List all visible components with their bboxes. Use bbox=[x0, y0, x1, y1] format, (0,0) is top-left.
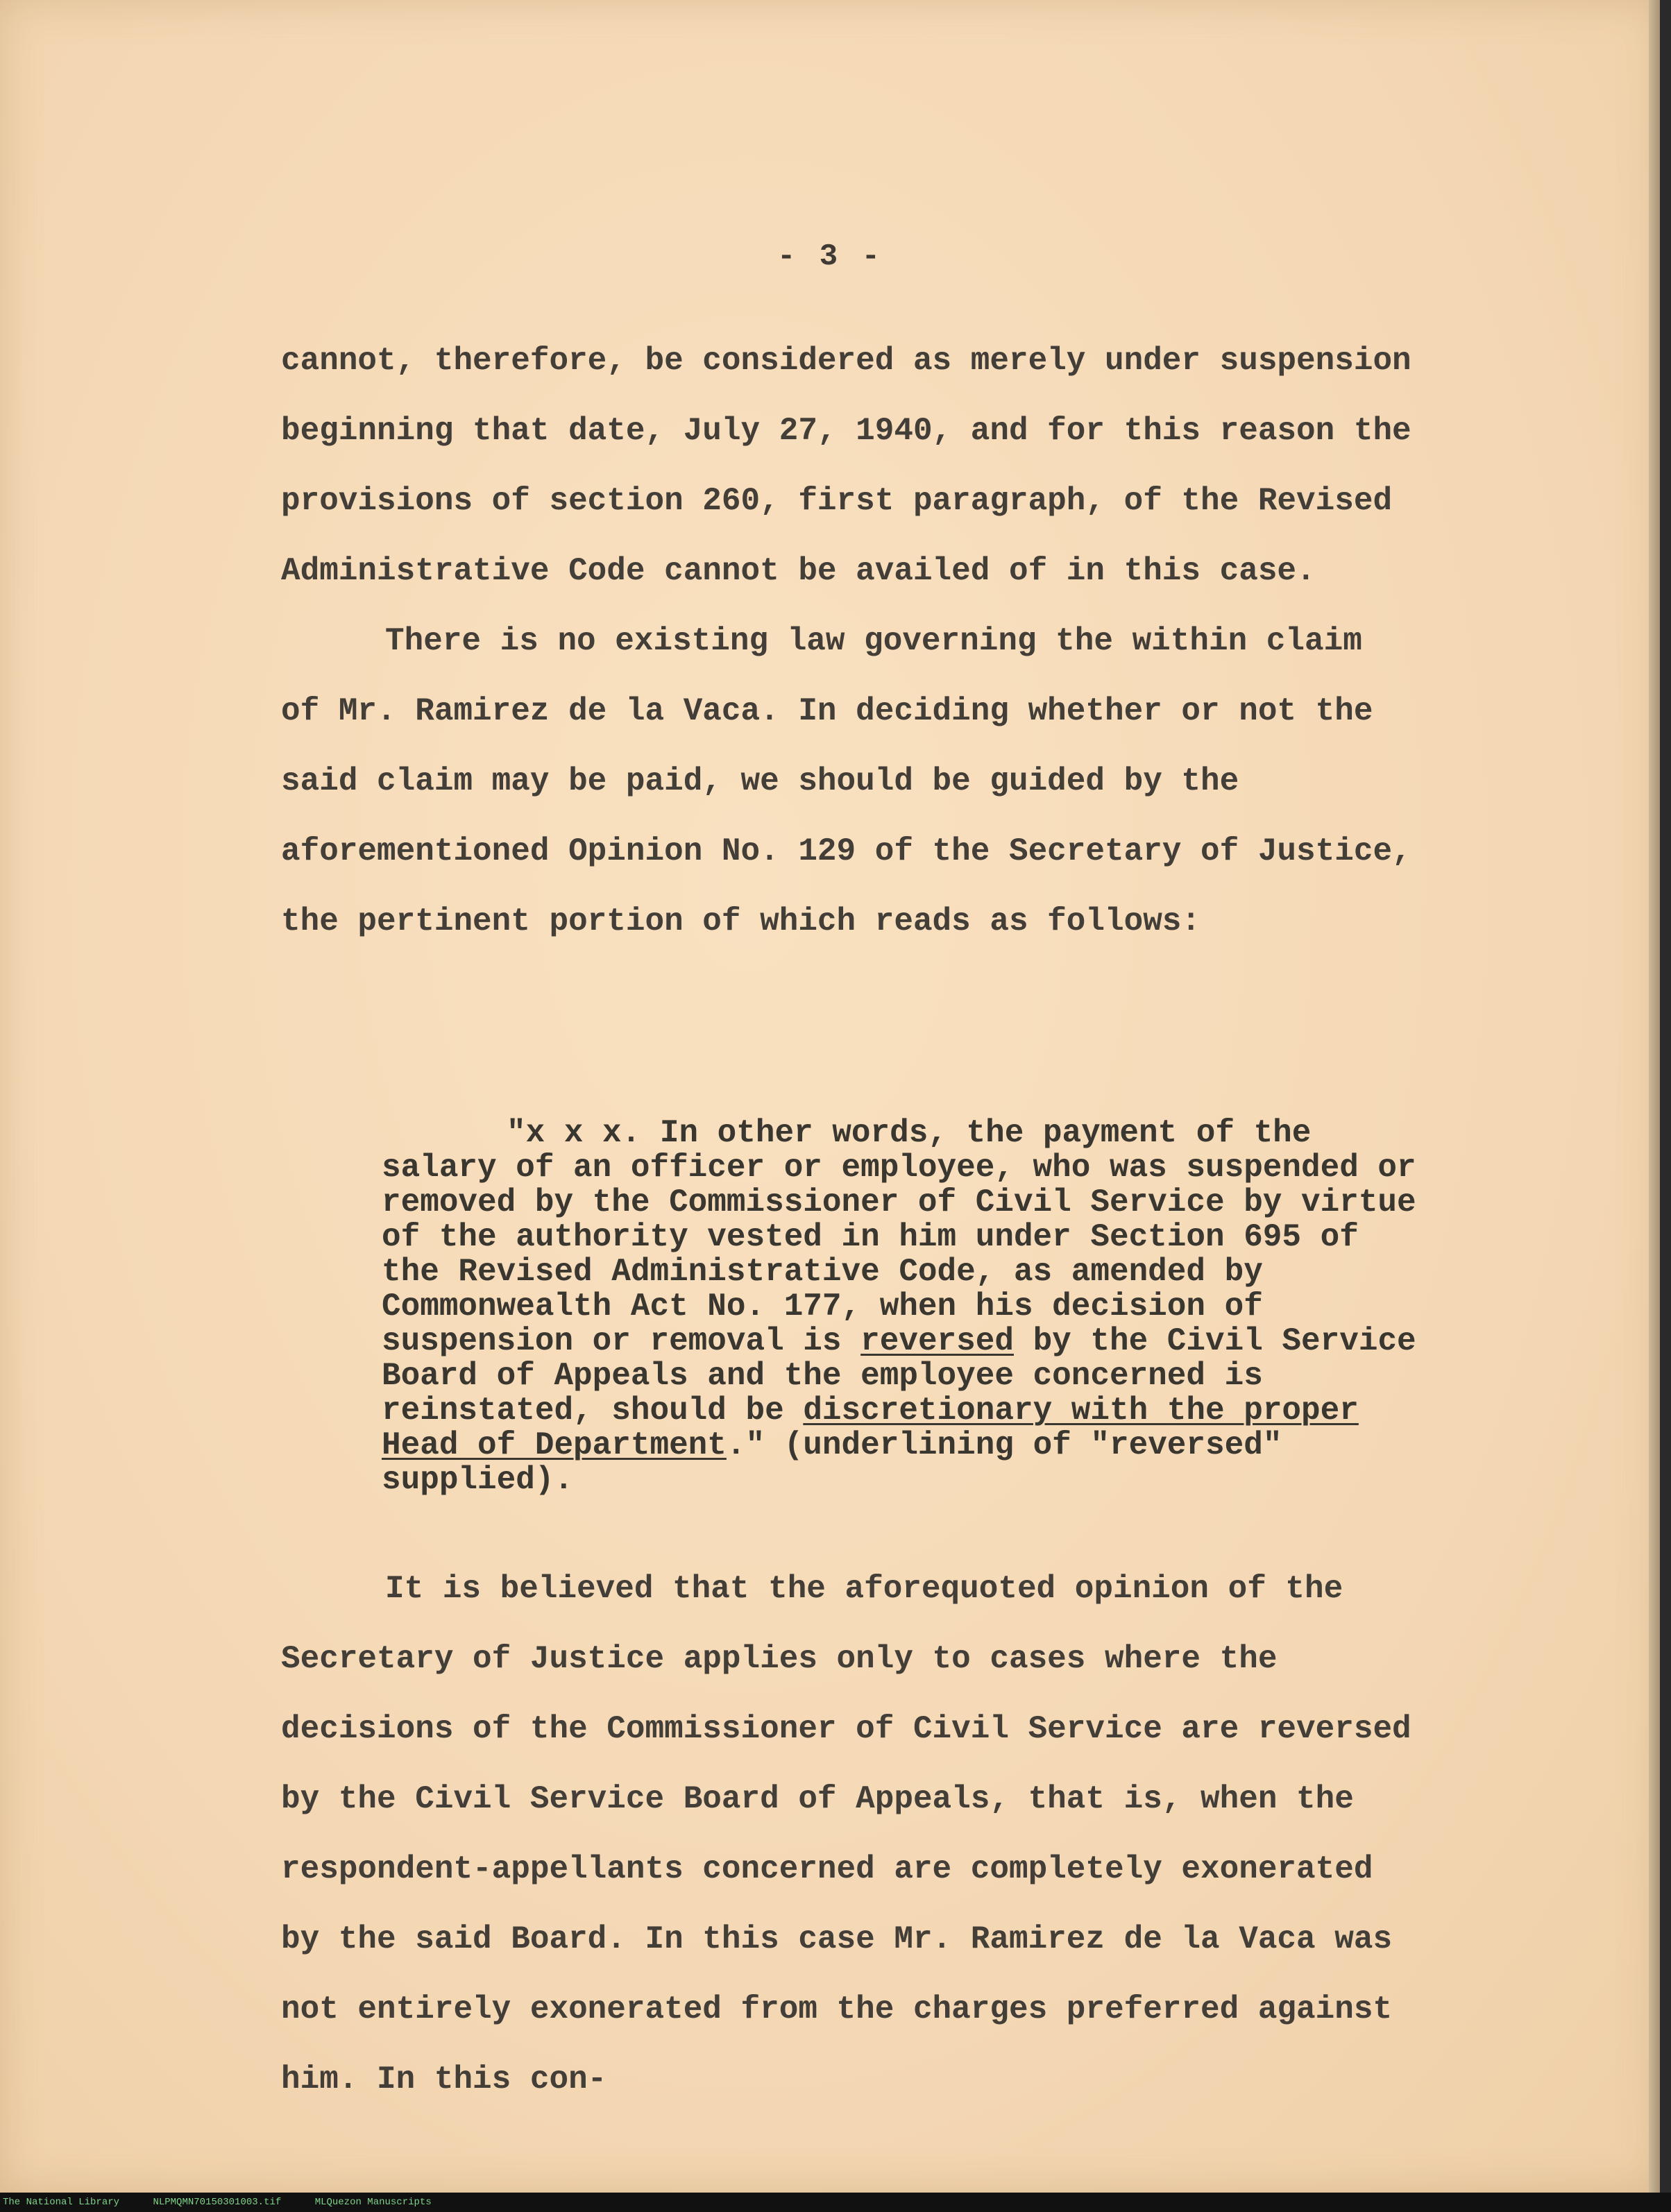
paragraph-3: It is believed that the aforequoted opinion of the Secretary of Justice applies only to cases where the decisions of the Commissioner of Civil Service are reversed by the Civil Service Board of Appeals, that is, when the respondent-appellants concerned are completely exonerated by the said Board. In this case Mr. Ramirez de la Vaca was not entirely exonerated from the charges preferred against him. In this con- bbox=[281, 1571, 1411, 2098]
quote-part-2: by the Civil Service Board of Appeals and the employee concerned is reinstated, should be bbox=[382, 1323, 1416, 1429]
quote-text bbox=[382, 1116, 1423, 1497]
scan-footer bbox=[0, 2193, 1671, 2212]
block-quote bbox=[382, 1116, 1423, 1497]
text-block-bottom bbox=[281, 1554, 1419, 2115]
page-number: - 3 - bbox=[777, 239, 883, 274]
quote-part-1: "x x x. In other words, the payment of the salary of an officer or employee, who was suspended or removed by the Commissioner of Civil Service by virtue of the authority vested in him under Section 695 of the Revised Administrative Code, as amended by Commonwealth Act No. 177, when his decision of suspension or removal is bbox=[382, 1115, 1416, 1359]
footer-library: The National Library bbox=[3, 2197, 120, 2208]
page-edge bbox=[1649, 0, 1660, 2193]
quote-part-3: ." (underlining of "reversed" supplied). bbox=[382, 1427, 1282, 1498]
footer-collection: MLQuezon Manuscripts bbox=[314, 2197, 432, 2208]
text-block-top bbox=[281, 326, 1419, 957]
paragraph-1: cannot, therefore, be considered as merely under suspension beginning that date, July 27, 1940, and for this reason the provisions of section 260, first paragraph, of the Revised Administrative Code cannot be availed of in this case. bbox=[281, 343, 1411, 589]
footer-file: NLPMQMN70150301003.tif bbox=[153, 2197, 282, 2208]
quote-underlined-discretionary: discretionary with the proper Head of Department bbox=[382, 1393, 1359, 1463]
quote-underlined-reversed: reversed bbox=[860, 1323, 1014, 1359]
paragraph-2: There is no existing law governing the within claim of Mr. Ramirez de la Vaca. In deciding whether or not the said claim may be paid, we should be guided by the aforementioned Opinion No. 129 of the Secretary of Justice, the pertinent portion of which reads as follows: bbox=[281, 623, 1411, 939]
